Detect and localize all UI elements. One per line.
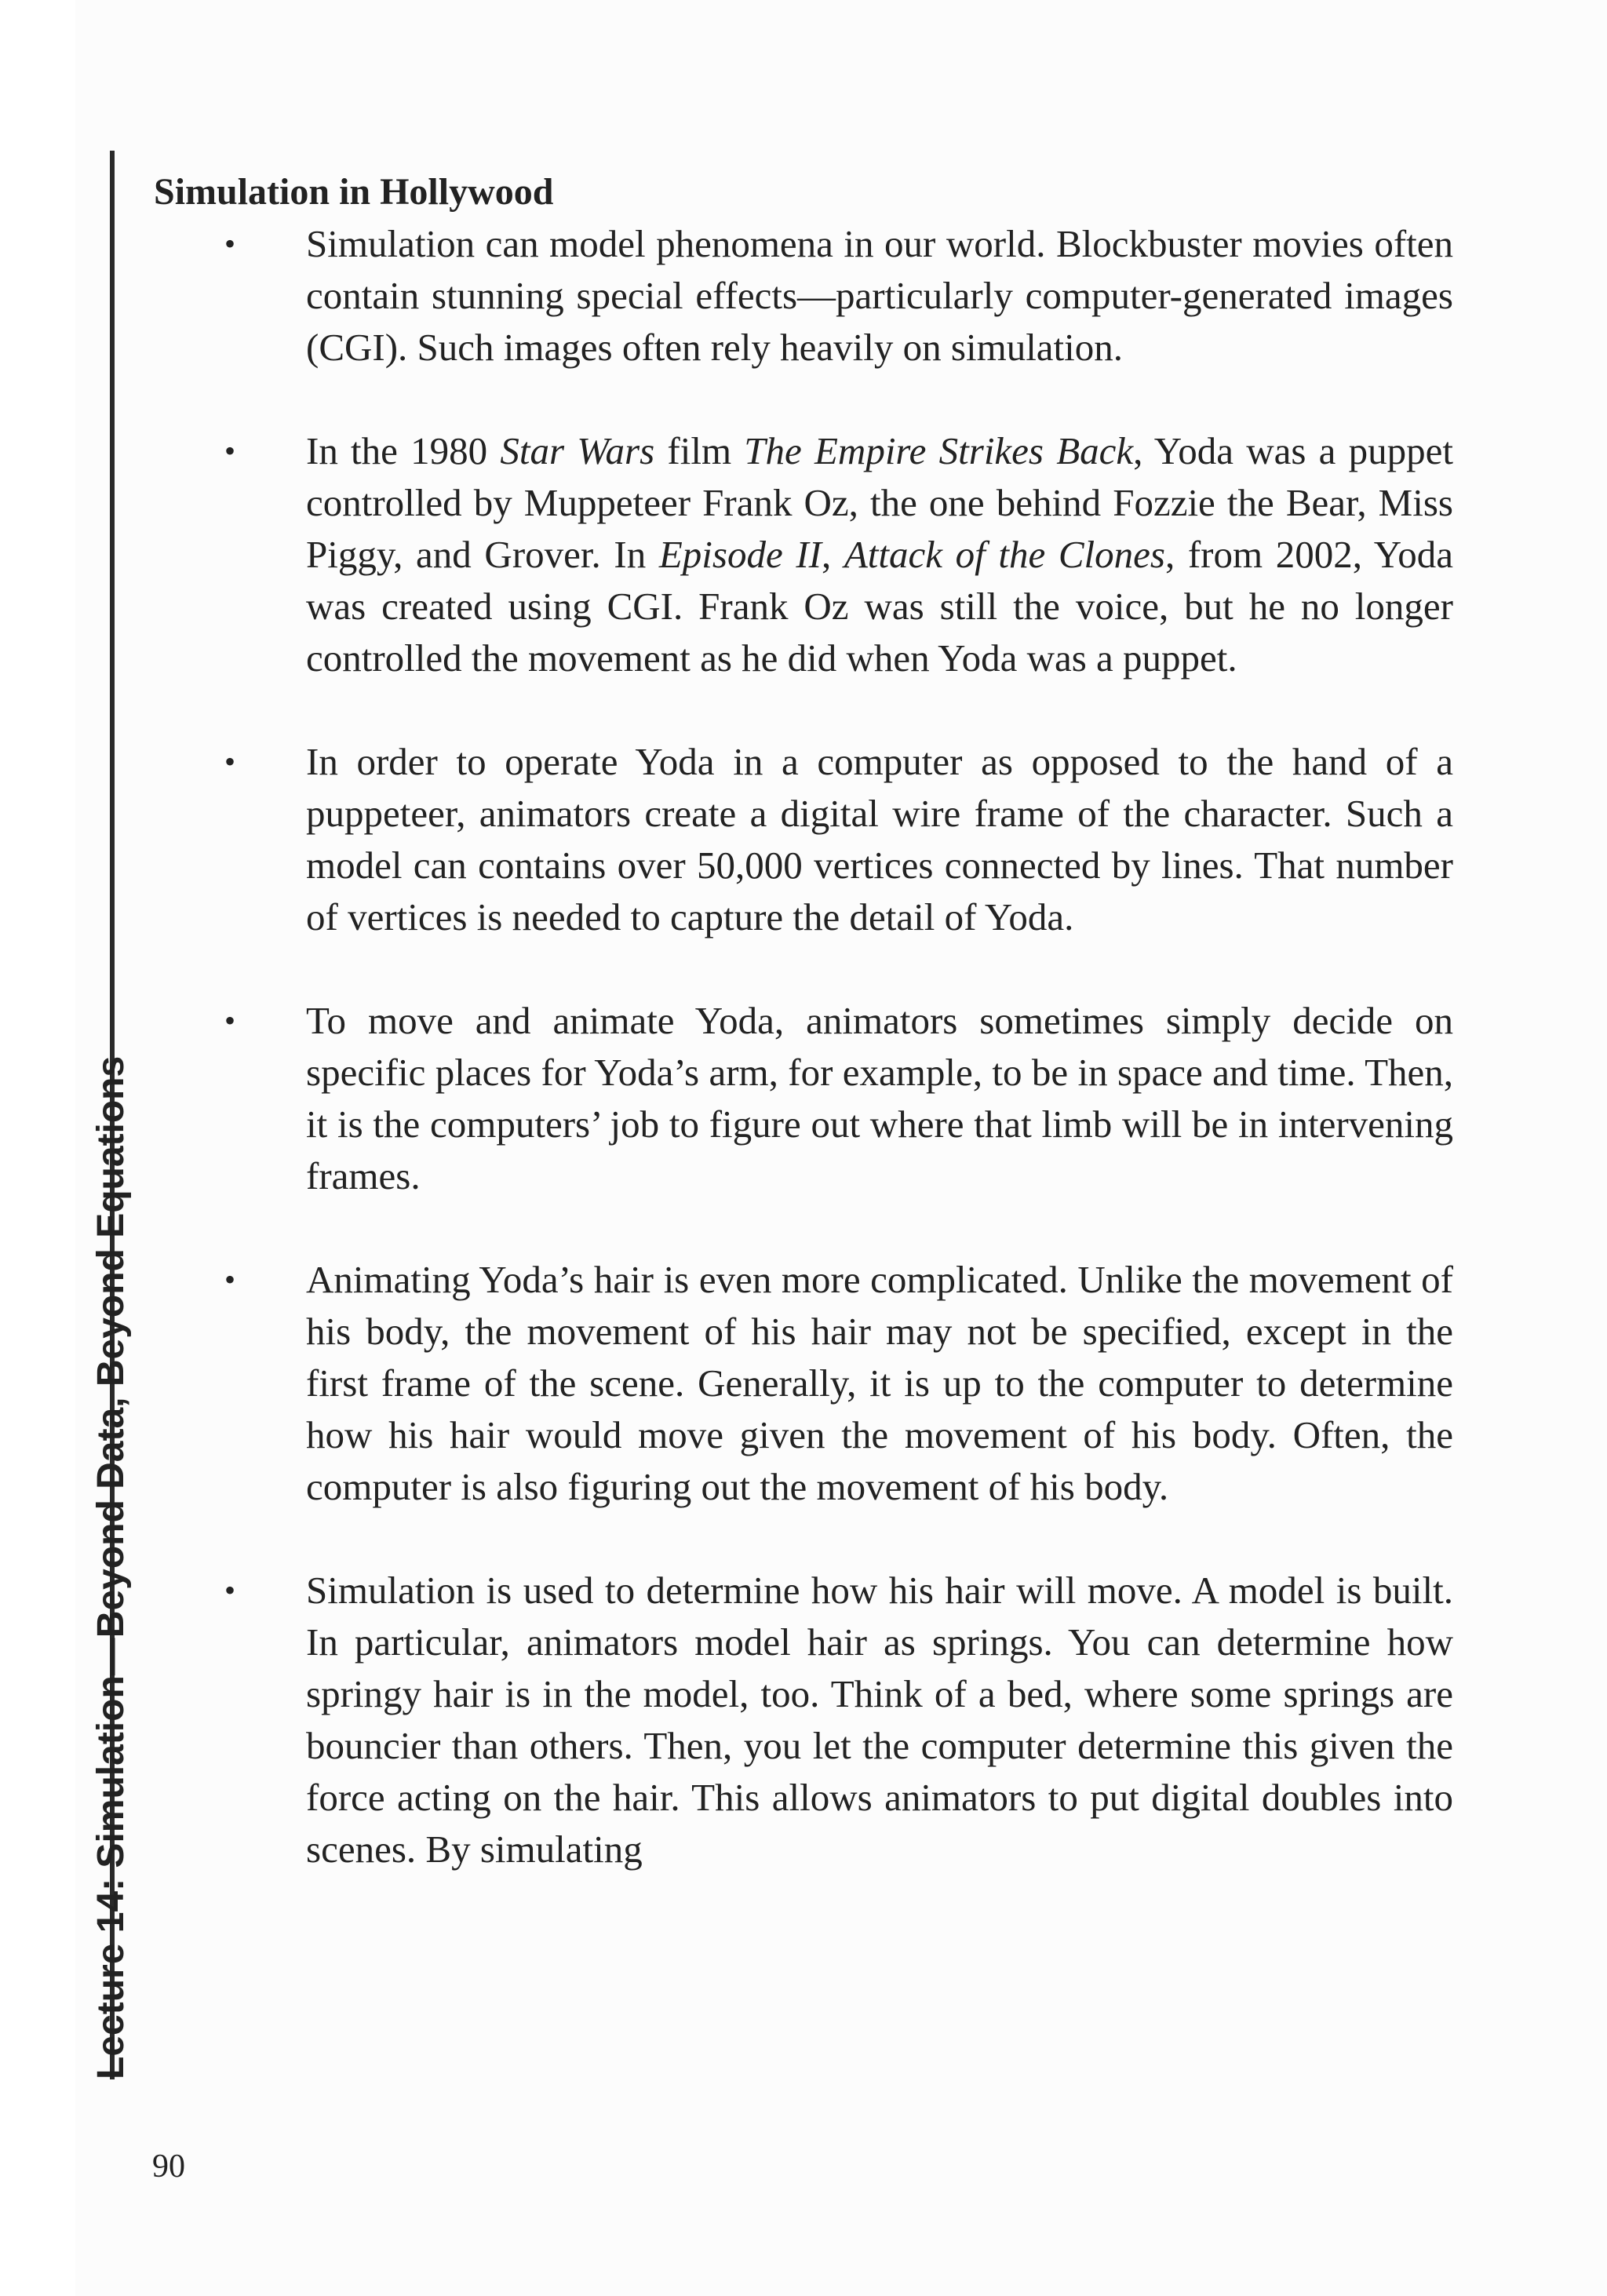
film-title: The Empire Strikes Back	[744, 429, 1134, 472]
bullet-text: Simulation can model phenomena in our world. Blockbuster movies often contain stunning special effects—particularly computer-generated images (CGI). Such images often rely heavily on simulation.	[306, 222, 1453, 369]
film-title: Attack of the Clones	[844, 533, 1165, 576]
film-series-title: Star Wars	[500, 429, 655, 472]
list-item	[154, 218, 1453, 374]
bullet-text: In order to operate Yoda in a computer as opposed to the hand of a puppeteer, animators create a digital wire frame of the character. Such a model can contains over 50,000 vertices connected by lines. That number of vertices is needed to capture the detail of Yoda.	[306, 740, 1453, 938]
episode-title: Episode II	[658, 533, 822, 576]
bullet-text-part: film	[654, 429, 745, 472]
bullet-text-part: , Yoda was a puppet controlled by Muppeteer Frank Oz, the one behind Fozzie the Bear, Miss Piggy, and Grover. In	[306, 429, 1453, 576]
bullet-icon: •	[224, 1262, 236, 1297]
bullet-list	[154, 218, 1453, 1875]
bullet-icon: •	[224, 226, 236, 261]
list-item	[154, 425, 1453, 684]
bullet-text: To move and animate Yoda, animators sometimes simply decide on specific places for Yoda’s arm, for example, to be in space and time. Then, it is the computers’ job to figure out where that limb will be in intervening frames.	[306, 999, 1453, 1197]
list-item	[154, 736, 1453, 943]
bullet-text: Simulation is used to determine how his hair will move. A model is built. In particular, animators model hair as springs. You can determine how springy hair is in the model, too. Think of a bed, where some springs are bouncier than others. Then, you let the computer determine this given the force acting on the hair. This allows animators to put digital doubles into scenes. By simulating	[306, 1569, 1453, 1871]
bullet-icon: •	[224, 744, 236, 779]
page-number: 90	[152, 2148, 185, 2185]
page-content	[154, 166, 1453, 1875]
bullet-icon: •	[224, 433, 236, 468]
bullet-text-part: ,	[821, 533, 844, 576]
section-heading: Simulation in Hollywood	[154, 171, 554, 213]
lecture-running-title: Lecture 14: Simulation—Beyond Data, Beyond Equations	[90, 1055, 132, 2079]
list-item	[154, 1254, 1453, 1513]
bullet-icon: •	[224, 1573, 236, 1608]
bullet-text: Animating Yoda’s hair is even more complicated. Unlike the movement of his body, the movement of his hair may not be specified, except in the first frame of the scene. Generally, it is up to the computer to determine how his hair would move given the movement of his body. Often, the computer is also figuring out the movement of his body.	[306, 1258, 1453, 1508]
bullet-text-part: , from 2002, Yoda was created using CGI. Frank Oz was still the voice, but he no longer controlled the movement as he did when Yoda was a puppet.	[306, 533, 1453, 680]
list-item	[154, 995, 1453, 1202]
list-item	[154, 1565, 1453, 1875]
bullet-icon: •	[224, 1003, 236, 1038]
bullet-text-part: In the 1980	[306, 429, 501, 472]
